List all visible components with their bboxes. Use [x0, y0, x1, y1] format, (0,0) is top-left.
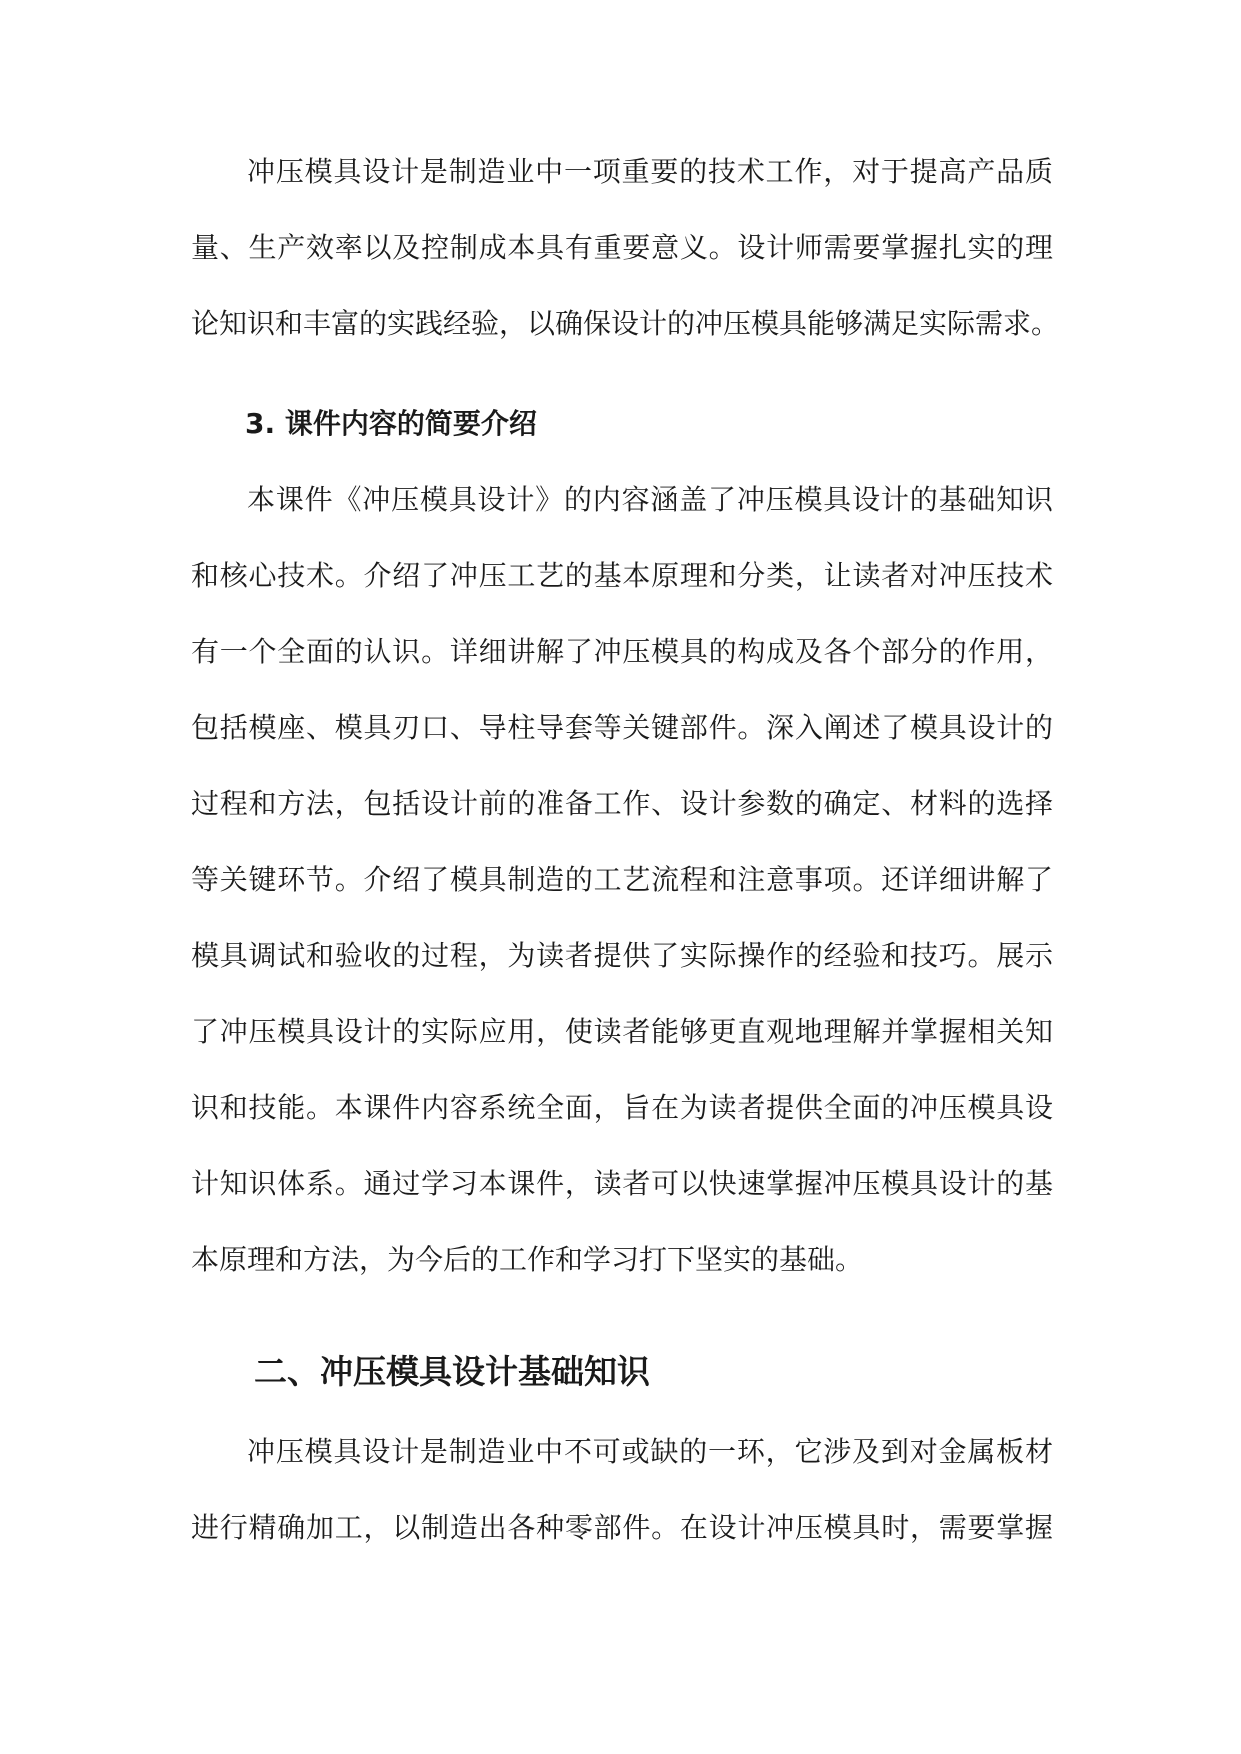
paragraph-2-line-9: 识和技能。本课件内容系统全面，旨在为读者提供全面的冲压模具设 [191, 1091, 1053, 1124]
paragraph-2-line-4: 包括模座、模具刃口、导柱导套等关键部件。深入阐述了模具设计的 [191, 711, 1053, 744]
paragraph-1-line-1: 冲压模具设计是制造业中一项重要的技术工作，对于提高产品质 [247, 155, 1053, 188]
paragraph-2-line-1: 本课件《冲压模具设计》的内容涵盖了冲压模具设计的基础知识 [247, 483, 1053, 516]
paragraph-2-line-2: 和核心技术。介绍了冲压工艺的基本原理和分类，让读者对冲压技术 [191, 559, 1053, 592]
paragraph-3-line-1: 冲压模具设计是制造业中不可或缺的一环，它涉及到对金属板材 [247, 1435, 1053, 1468]
paragraph-2-line-8: 了冲压模具设计的实际应用，使读者能够更直观地理解并掌握相关知 [191, 1015, 1053, 1048]
paragraph-1-line-2: 量、生产效率以及控制成本具有重要意义。设计师需要掌握扎实的理 [191, 231, 1053, 264]
paragraph-2-line-11: 本原理和方法，为今后的工作和学习打下坚实的基础。 [191, 1243, 864, 1276]
paragraph-2-line-10: 计知识体系。通过学习本课件，读者可以快速掌握冲压模具设计的基 [191, 1167, 1053, 1200]
paragraph-2-line-5: 过程和方法，包括设计前的准备工作、设计参数的确定、材料的选择 [191, 787, 1053, 820]
paragraph-2-line-3: 有一个全面的认识。详细讲解了冲压模具的构成及各个部分的作用， [191, 635, 1053, 668]
paragraph-1-line-3: 论知识和丰富的实践经验，以确保设计的冲压模具能够满足实际需求。 [191, 307, 1060, 340]
paragraph-2-line-6: 等关键环节。介绍了模具制造的工艺流程和注意事项。还详细讲解了 [191, 863, 1053, 896]
paragraph-3-line-2: 进行精确加工，以制造出各种零部件。在设计冲压模具时，需要掌握 [191, 1511, 1053, 1544]
section-3-heading: 3. 课件内容的简要介绍 [245, 407, 537, 440]
paragraph-2-line-7: 模具调试和验收的过程，为读者提供了实际操作的经验和技巧。展示 [191, 939, 1053, 972]
section-2-heading: 二、冲压模具设计基础知识 [254, 1352, 650, 1391]
